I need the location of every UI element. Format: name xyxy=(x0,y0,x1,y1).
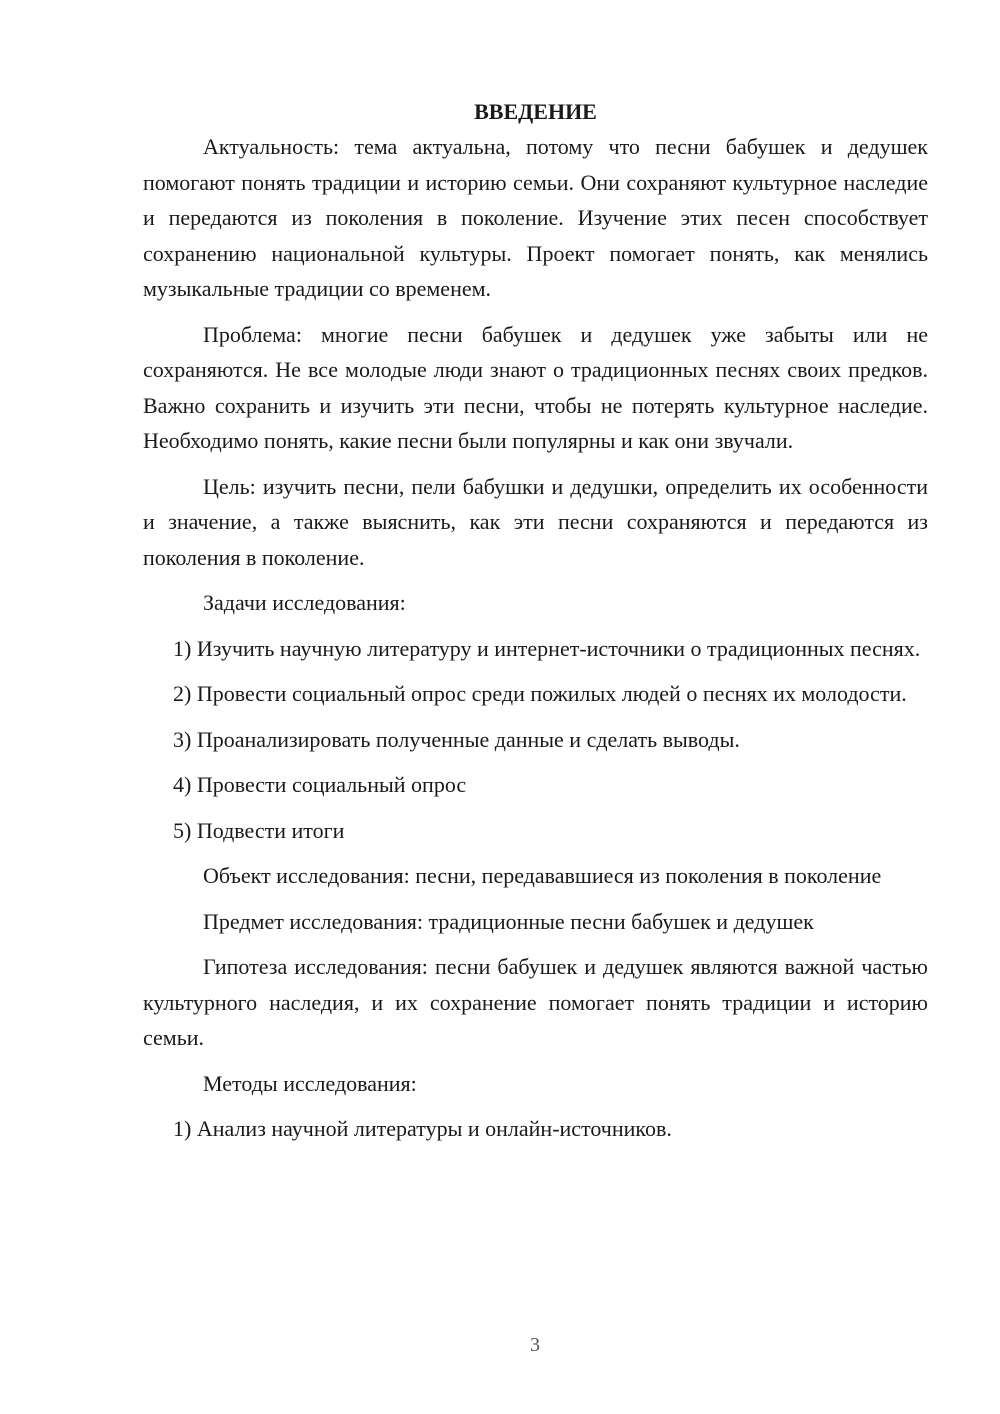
relevance-paragraph: Актуальность: тема актуальна, потому что песни бабушек и дедушек помогают понять традиции и историю семьи. Они сохраняют культурное наследие и передаются из поколения в поколение. Изучение этих песен способствует сохранению национальной культуры. Проект помогает понять, как менялись музыкальные традиции со временем. xyxy=(143,134,928,301)
task-item-2: 2) Провести социальный опрос среди пожилых людей о песнях их молодости. xyxy=(173,681,907,706)
task-item-5: 5) Подвести итоги xyxy=(173,817,345,843)
goal-paragraph: Цель: изучить песни, пели бабушки и дедушки, определить их особенности и значение, а также выяснить, как эти песни сохраняются и передаются из поколения в поколение. xyxy=(143,473,928,570)
method-item-1: 1) Анализ научной литературы и онлайн-источников. xyxy=(173,1116,672,1141)
subject-paragraph: Предмет исследования: традиционные песни бабушек и дедушек xyxy=(203,908,814,934)
task-item-3: 3) Проанализировать полученные данные и сделать выводы. xyxy=(173,726,740,752)
object-paragraph: Объект исследования: песни, передававшиеся из поколения в поколение xyxy=(203,863,882,888)
problem-paragraph: Проблема: многие песни бабушек и дедушек уже забыты или не сохраняются. Не все молодые люди знают о традиционных песнях своих предков. Важно сохранить и изучить эти песни, чтобы не потерять культурное наследие. Необходимо понять, какие песни были популярны и как они звучали. xyxy=(143,321,928,453)
task-item-4: 4) Провести социальный опрос xyxy=(173,772,467,797)
page-number: 3 xyxy=(530,1334,540,1356)
page-content xyxy=(143,94,928,1157)
section-title: ВВЕДЕНИЕ xyxy=(474,99,597,124)
methods-heading: Методы исследования: xyxy=(203,1070,417,1096)
task-item-1: 1) Изучить научную литературу и интернет-источники о традиционных песнях. xyxy=(173,635,921,661)
hypothesis-paragraph: Гипотеза исследования: песни бабушек и дедушек являются важной частью культурного наследия, и их сохранение помогает понять традиции и историю семьи. xyxy=(143,954,928,1050)
tasks-heading: Задачи исследования: xyxy=(203,590,406,615)
